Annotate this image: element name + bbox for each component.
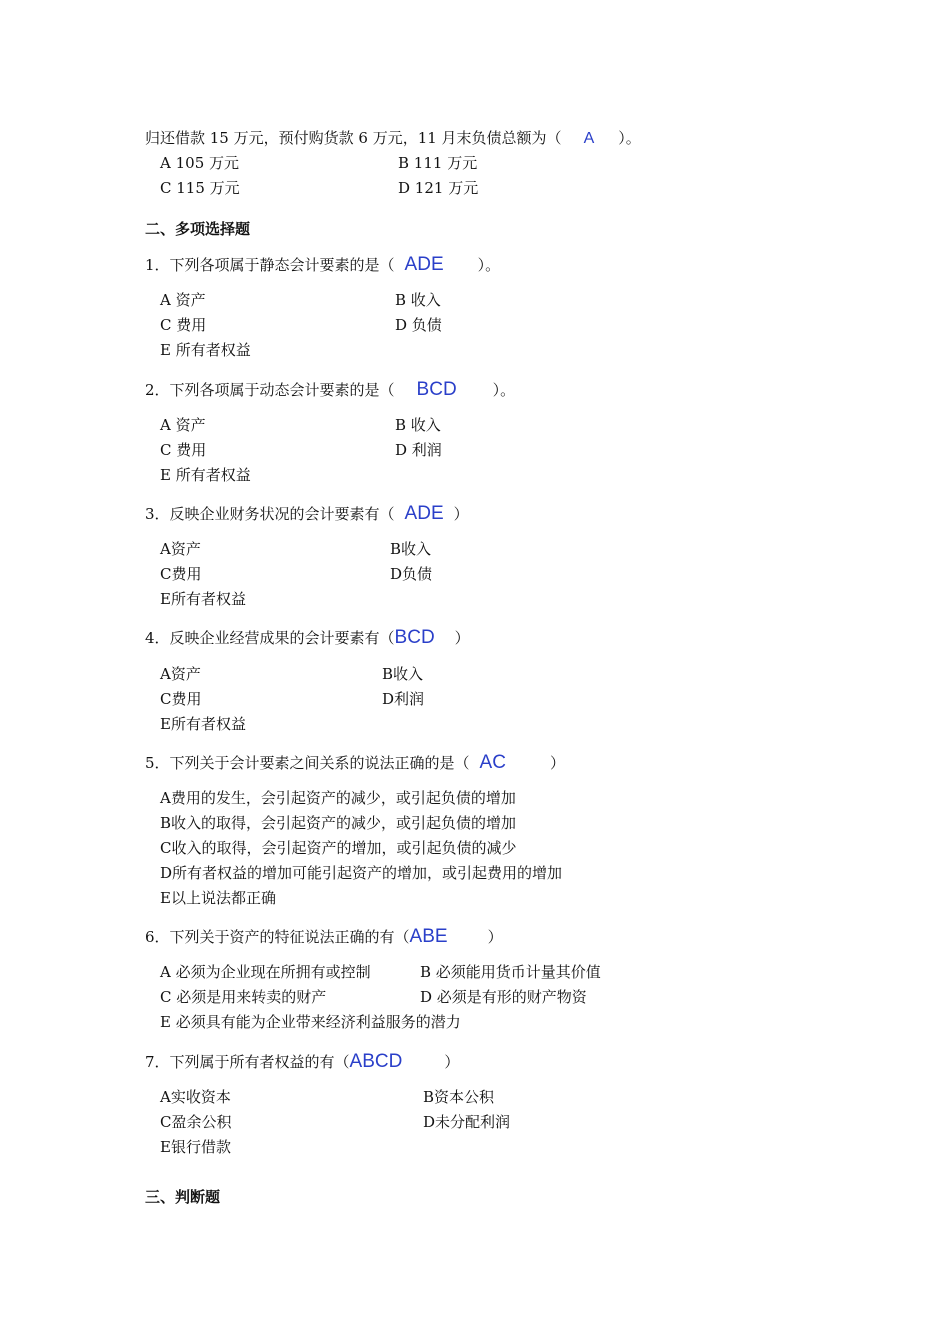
question-2 xyxy=(145,380,515,400)
option-item: B 收入 xyxy=(395,291,441,309)
option-item: E 所有者权益 xyxy=(160,341,251,359)
question-5 xyxy=(145,753,565,773)
option-item: A资产 xyxy=(160,540,201,558)
option-item: B收入的取得，会引起资产的减少，或引起负债的增加 xyxy=(160,814,517,832)
answer-text: A xyxy=(583,130,595,147)
option-item: D负债 xyxy=(390,565,433,583)
option-item: C费用 xyxy=(160,565,202,583)
answer-text: BCD xyxy=(394,627,435,648)
option-item: D 负债 xyxy=(395,316,442,334)
question-7 xyxy=(145,1052,459,1072)
question-6 xyxy=(145,927,503,947)
question-suffix: ） xyxy=(444,1053,460,1071)
question-stem: 3．反映企业财务状况的会计要素有（ xyxy=(145,505,395,523)
option-item: C盈余公积 xyxy=(160,1113,232,1131)
option-item: E 必须具有能为企业带来经济利益服务的潜力 xyxy=(160,1013,461,1031)
option-item: B收入 xyxy=(382,665,424,683)
question-stem: 7．下列属于所有者权益的有（ xyxy=(145,1053,350,1071)
option-item: D所有者权益的增加可能引起资产的增加，或引起费用的增加 xyxy=(160,864,563,882)
option-item: E银行借款 xyxy=(160,1138,231,1156)
section-heading: 二、多项选择题 xyxy=(145,220,251,238)
option-item: C 115 万元 xyxy=(160,179,240,197)
option-item: C收入的取得，会引起资产的增加，或引起负债的减少 xyxy=(160,839,517,857)
option-item: A 资产 xyxy=(160,291,206,309)
question-suffix: ）。 xyxy=(477,256,501,274)
option-item: C 必须是用来转卖的财产 xyxy=(160,988,327,1006)
question-suffix: ）。 xyxy=(492,381,516,399)
option-item: C费用 xyxy=(160,690,202,708)
question-stem: 4．反映企业经营成果的会计要素有（ xyxy=(145,629,395,647)
question-4 xyxy=(145,628,470,648)
option-item: A 105 万元 xyxy=(160,154,239,172)
option-item: E 所有者权益 xyxy=(160,466,251,484)
question-stem: 1．下列各项属于静态会计要素的是（ xyxy=(145,256,395,274)
question-stem: 归还借款 15 万元，预付购货款 6 万元，11 月末负债总额为（ xyxy=(145,129,562,147)
section-heading: 三、判断题 xyxy=(145,1188,221,1206)
answer-text: ADE xyxy=(404,254,444,275)
answer-text: ADE xyxy=(404,503,444,524)
question-3 xyxy=(145,504,469,524)
option-item: E以上说法都正确 xyxy=(160,889,276,907)
answer-text: AC xyxy=(479,752,506,773)
option-item: D未分配利润 xyxy=(423,1113,511,1131)
option-item: A资产 xyxy=(160,665,201,683)
question-stem: 2．下列各项属于动态会计要素的是（ xyxy=(145,381,395,399)
question-suffix: ） xyxy=(487,928,503,946)
option-item: D 利润 xyxy=(395,441,442,459)
option-item: A 必须为企业现在所拥有或控制 xyxy=(160,963,371,981)
option-item: A 资产 xyxy=(160,416,206,434)
question-suffix: ） xyxy=(453,505,469,523)
intro-question xyxy=(145,128,641,149)
option-item: A费用的发生，会引起资产的减少，或引起负债的增加 xyxy=(160,789,516,807)
option-item: B 必须能用货币计量其价值 xyxy=(420,963,601,981)
question-suffix: ） xyxy=(454,629,470,647)
question-stem: 5．下列关于会计要素之间关系的说法正确的是（ xyxy=(145,754,470,772)
option-item: C 费用 xyxy=(160,316,207,334)
question-suffix: ） xyxy=(549,754,565,772)
question-suffix: ）。 xyxy=(618,129,641,147)
option-item: B资本公积 xyxy=(423,1088,495,1106)
option-item: A实收资本 xyxy=(160,1088,231,1106)
option-item: E所有者权益 xyxy=(160,715,246,733)
option-item: B收入 xyxy=(390,540,432,558)
question-1 xyxy=(145,255,500,275)
answer-text: ABCD xyxy=(349,1051,403,1072)
answer-text: ABE xyxy=(409,926,448,947)
question-stem: 6．下列关于资产的特征说法正确的有（ xyxy=(145,928,410,946)
option-item: D利润 xyxy=(382,690,425,708)
option-item: D 必须是有形的财产物资 xyxy=(420,988,587,1006)
option-item: B 111 万元 xyxy=(398,154,478,172)
option-item: B 收入 xyxy=(395,416,441,434)
option-item: D 121 万元 xyxy=(398,179,479,197)
option-item: C 费用 xyxy=(160,441,207,459)
answer-text: BCD xyxy=(416,379,457,400)
option-item: E所有者权益 xyxy=(160,590,246,608)
